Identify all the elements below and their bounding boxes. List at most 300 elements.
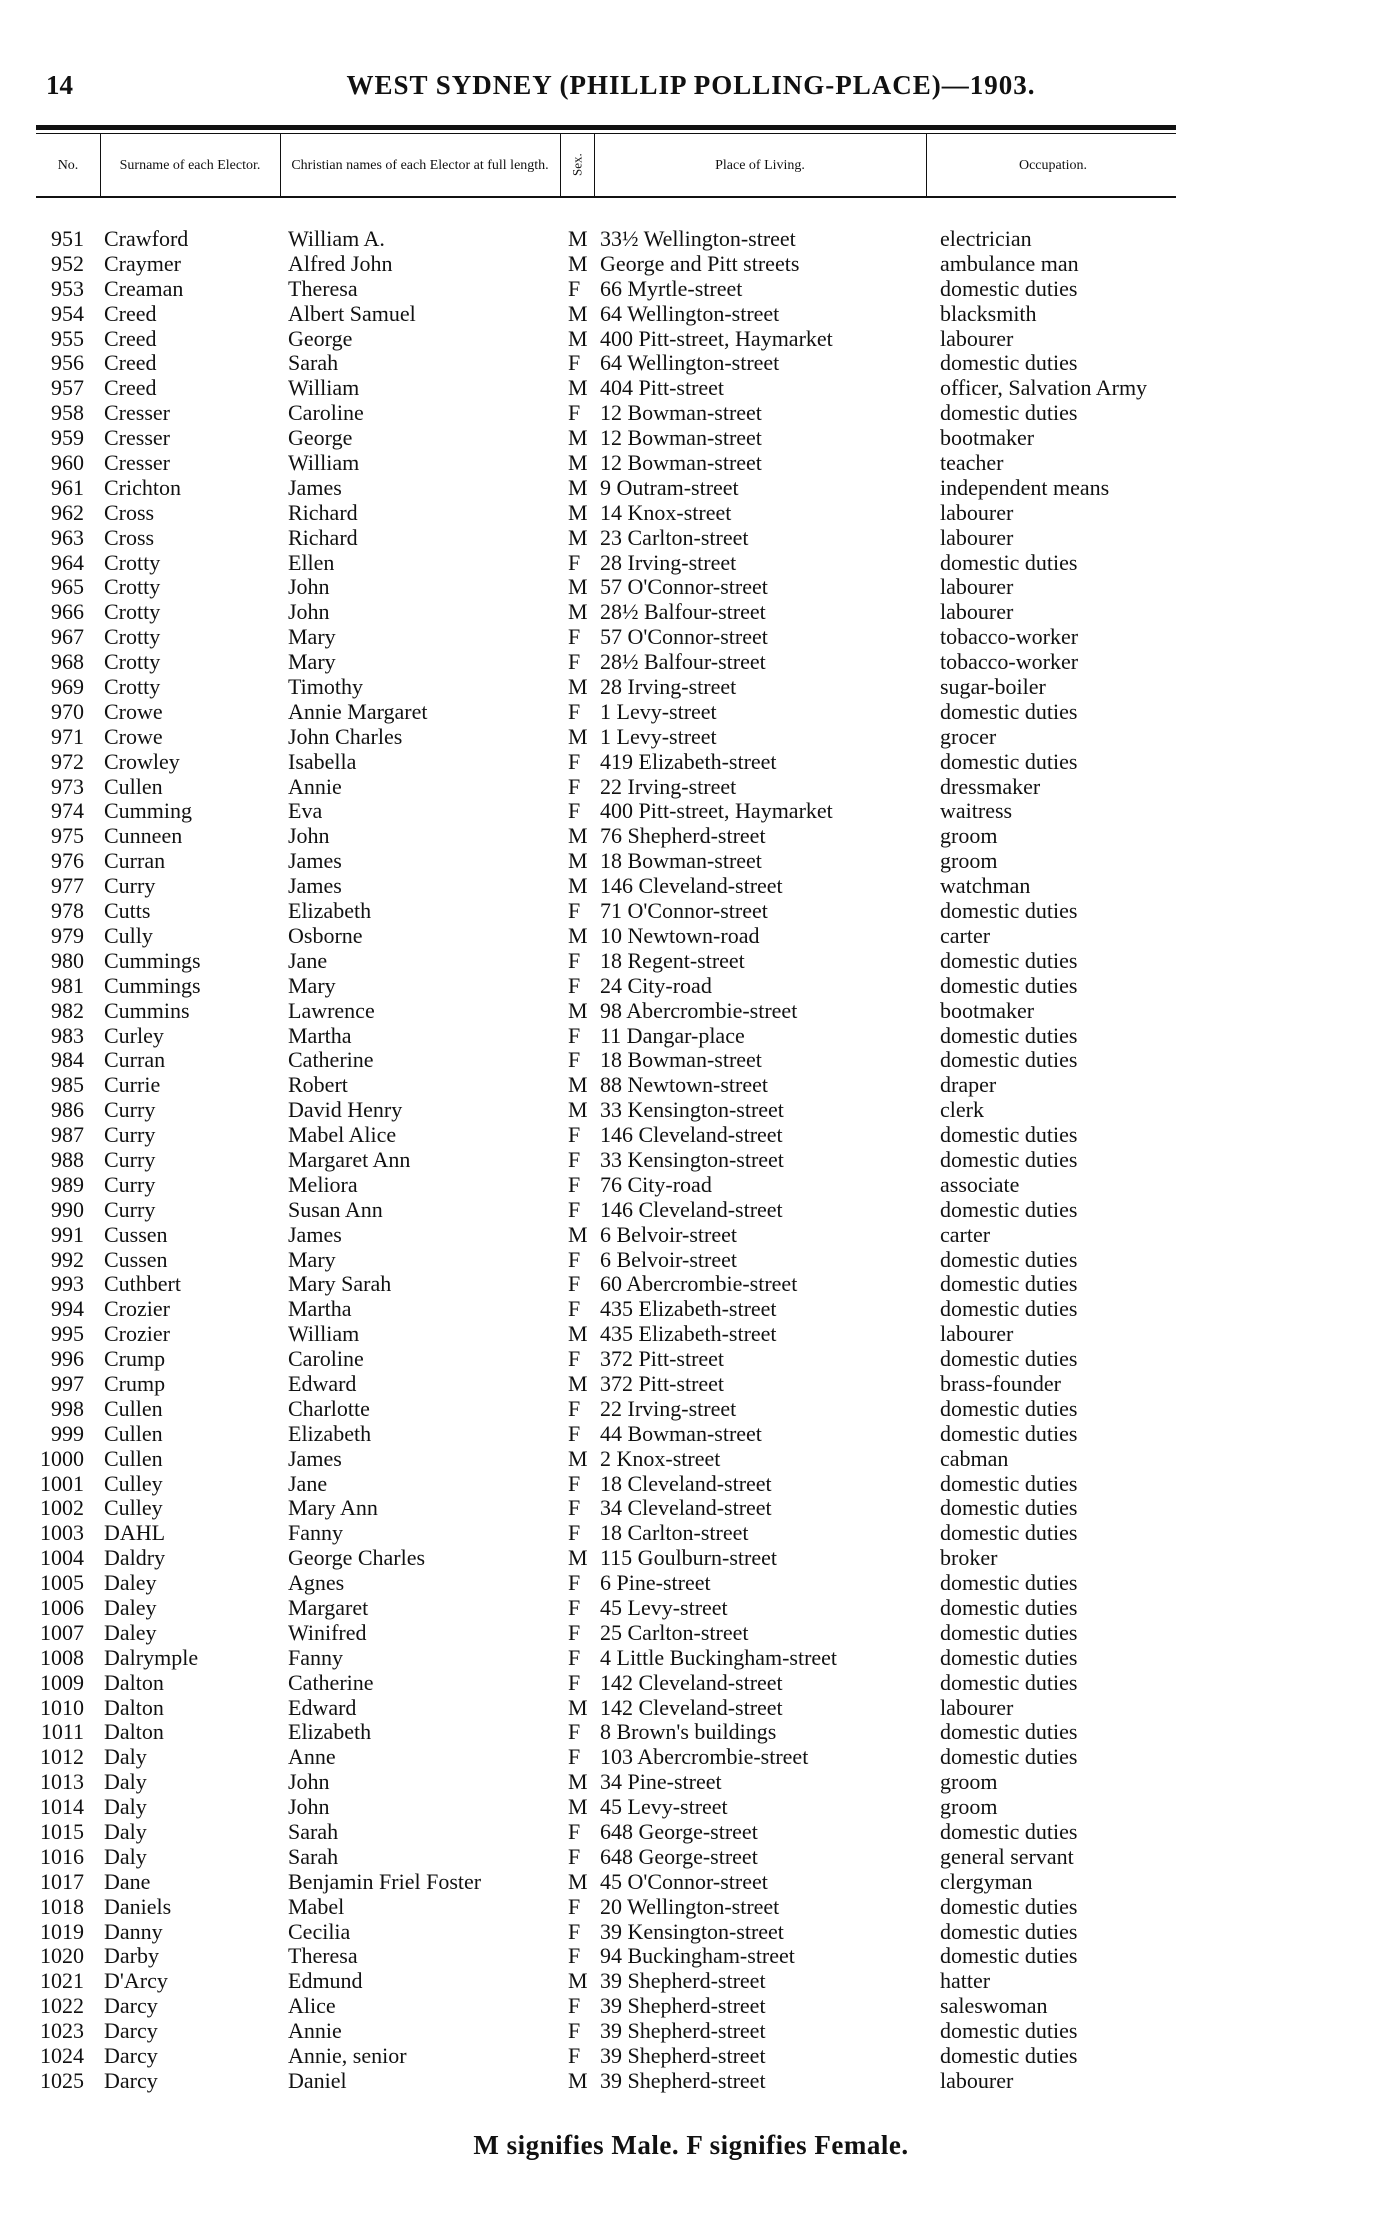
elector-number: 970 bbox=[51, 698, 84, 724]
elector-occupation: domestic duties bbox=[940, 400, 1078, 426]
elector-sex: F bbox=[568, 1495, 581, 1521]
elector-place-of-living: 66 Myrtle-street bbox=[600, 275, 743, 301]
elector-place-of-living: 648 George-street bbox=[600, 1819, 758, 1844]
table-row bbox=[0, 1571, 1382, 1596]
elector-surname: Cullen bbox=[104, 1445, 163, 1471]
elector-christian-names: Eva bbox=[288, 798, 323, 824]
elector-christian-names: James bbox=[288, 873, 342, 899]
elector-surname: Cummins bbox=[104, 997, 190, 1023]
elector-place-of-living: 18 Carlton-street bbox=[600, 1520, 749, 1546]
elector-christian-names: John Charles bbox=[288, 723, 403, 749]
elector-surname: Cussen bbox=[104, 1246, 168, 1272]
elector-sex: F bbox=[568, 1171, 581, 1197]
elector-christian-names: John bbox=[288, 1794, 330, 1820]
elector-occupation: tobacco-worker bbox=[940, 624, 1079, 650]
table-row bbox=[0, 949, 1382, 974]
elector-occupation: domestic duties bbox=[940, 1619, 1078, 1645]
elector-occupation: domestic duties bbox=[940, 1495, 1078, 1521]
elector-sex: F bbox=[568, 1669, 581, 1695]
elector-sex: F bbox=[568, 1395, 581, 1421]
table-row bbox=[0, 1223, 1382, 1248]
elector-surname: Cresser bbox=[104, 425, 170, 451]
elector-place-of-living: 20 Wellington-street bbox=[600, 1893, 780, 1919]
elector-place-of-living: 28½ Balfour-street bbox=[600, 649, 766, 675]
elector-sex: M bbox=[568, 2067, 588, 2093]
elector-occupation: domestic duties bbox=[940, 2018, 1078, 2044]
elector-number: 959 bbox=[51, 425, 84, 451]
elector-christian-names: Mary bbox=[288, 624, 336, 650]
elector-occupation: electrician bbox=[940, 226, 1032, 251]
elector-christian-names: Mary Ann bbox=[288, 1495, 378, 1521]
elector-place-of-living: 6 Belvoir-street bbox=[600, 1246, 738, 1272]
elector-christian-names: Daniel bbox=[288, 2067, 347, 2093]
elector-christian-names: James bbox=[288, 1445, 342, 1471]
elector-number: 992 bbox=[51, 1246, 84, 1272]
elector-number: 961 bbox=[51, 474, 84, 500]
elector-place-of-living: 64 Wellington-street bbox=[600, 350, 780, 376]
elector-surname: Cullen bbox=[104, 1420, 163, 1446]
elector-occupation: brass-founder bbox=[940, 1370, 1061, 1396]
elector-sex: F bbox=[568, 2043, 581, 2069]
elector-place-of-living: 39 Shepherd-street bbox=[600, 1968, 766, 1994]
elector-sex: M bbox=[568, 599, 588, 625]
table-row bbox=[0, 1098, 1382, 1123]
elector-place-of-living: 10 Newtown-road bbox=[600, 922, 760, 948]
elector-sex: M bbox=[568, 499, 588, 525]
elector-christian-names: Mabel bbox=[288, 1893, 345, 1919]
elector-occupation: bootmaker bbox=[940, 997, 1035, 1023]
header-rule-thin bbox=[36, 133, 1176, 134]
elector-occupation: draper bbox=[940, 1072, 997, 1098]
elector-sex: F bbox=[568, 1993, 581, 2019]
elector-number: 1006 bbox=[40, 1594, 84, 1620]
elector-occupation: domestic duties bbox=[940, 1644, 1078, 1670]
electors-list bbox=[0, 227, 1382, 2094]
elector-place-of-living: 404 Pitt-street bbox=[600, 375, 725, 401]
elector-surname: Cresser bbox=[104, 450, 170, 476]
table-row bbox=[0, 1372, 1382, 1397]
elector-surname: Dalton bbox=[104, 1669, 164, 1695]
table-row bbox=[0, 675, 1382, 700]
table-row bbox=[0, 1720, 1382, 1745]
elector-surname: Daly bbox=[104, 1819, 147, 1844]
elector-occupation: domestic duties bbox=[940, 1918, 1078, 1944]
elector-occupation: carter bbox=[940, 1221, 991, 1247]
elector-surname: Daley bbox=[104, 1570, 157, 1596]
elector-christian-names: Annie Margaret bbox=[288, 698, 428, 724]
table-row bbox=[0, 924, 1382, 949]
elector-place-of-living: 44 Bowman-street bbox=[600, 1420, 762, 1446]
table-row bbox=[0, 899, 1382, 924]
table-row bbox=[0, 1944, 1382, 1969]
elector-place-of-living: 103 Abercrombie-street bbox=[600, 1744, 809, 1770]
elector-occupation: domestic duties bbox=[940, 1470, 1078, 1496]
elector-sex: F bbox=[568, 1470, 581, 1496]
elector-christian-names: James bbox=[288, 848, 342, 874]
table-row bbox=[0, 1521, 1382, 1546]
elector-occupation: ambulance man bbox=[940, 250, 1079, 276]
table-row bbox=[0, 1621, 1382, 1646]
elector-occupation: clerk bbox=[940, 1097, 984, 1123]
table-row bbox=[0, 277, 1382, 302]
column-divider bbox=[280, 134, 281, 196]
elector-place-of-living: 33½ Wellington-street bbox=[600, 226, 796, 251]
elector-sex: F bbox=[568, 1047, 581, 1073]
elector-sex: M bbox=[568, 1769, 588, 1795]
elector-surname: Cullen bbox=[104, 1395, 163, 1421]
elector-sex: M bbox=[568, 524, 588, 550]
elector-occupation: officer, Salvation Army bbox=[940, 375, 1148, 401]
elector-number: 1003 bbox=[40, 1520, 84, 1546]
table-row bbox=[0, 750, 1382, 775]
elector-christian-names: Sarah bbox=[288, 1843, 339, 1869]
table-row bbox=[0, 476, 1382, 501]
table-row bbox=[0, 426, 1382, 451]
elector-surname: Cullen bbox=[104, 773, 163, 799]
elector-occupation: domestic duties bbox=[940, 1047, 1078, 1073]
header-rule-thick bbox=[36, 125, 1176, 130]
table-row bbox=[0, 1920, 1382, 1945]
elector-surname: Crotty bbox=[104, 674, 161, 700]
elector-surname: Daley bbox=[104, 1619, 157, 1645]
elector-place-of-living: 24 City-road bbox=[600, 972, 712, 998]
elector-surname: Dalton bbox=[104, 1694, 164, 1720]
table-row bbox=[0, 401, 1382, 426]
elector-surname: Crump bbox=[104, 1370, 166, 1396]
elector-sex: M bbox=[568, 1221, 588, 1247]
elector-number: 1013 bbox=[40, 1769, 84, 1795]
elector-occupation: domestic duties bbox=[940, 748, 1078, 774]
elector-christian-names: Benjamin Friel Foster bbox=[288, 1868, 482, 1894]
footer-legend: M signifies Male. F signifies Female. bbox=[473, 2130, 909, 2160]
elector-christian-names: John bbox=[288, 823, 330, 849]
table-row bbox=[0, 1546, 1382, 1571]
elector-surname: Curran bbox=[104, 848, 166, 874]
elector-surname: Daldry bbox=[104, 1545, 166, 1571]
elector-christian-names: William bbox=[288, 375, 360, 401]
elector-christian-names: Theresa bbox=[288, 1943, 358, 1969]
elector-surname: Curran bbox=[104, 1047, 166, 1073]
elector-surname: Creed bbox=[104, 375, 157, 401]
elector-sex: M bbox=[568, 1445, 588, 1471]
elector-occupation: groom bbox=[940, 1794, 998, 1820]
elector-place-of-living: 76 Shepherd-street bbox=[600, 823, 766, 849]
elector-place-of-living: 435 Elizabeth-street bbox=[600, 1321, 777, 1347]
elector-number: 1012 bbox=[40, 1744, 84, 1770]
elector-number: 1010 bbox=[40, 1694, 84, 1720]
elector-occupation: blacksmith bbox=[940, 300, 1037, 326]
elector-number: 960 bbox=[51, 450, 84, 476]
elector-christian-names: Mary Sarah bbox=[288, 1271, 392, 1297]
elector-occupation: groom bbox=[940, 823, 998, 849]
elector-sex: M bbox=[568, 226, 588, 251]
elector-surname: Crawford bbox=[104, 226, 189, 251]
elector-christian-names: Anne bbox=[288, 1744, 336, 1770]
elector-number: 1017 bbox=[40, 1868, 84, 1894]
table-row bbox=[0, 526, 1382, 551]
table-row bbox=[0, 1870, 1382, 1895]
elector-number: 1000 bbox=[40, 1445, 84, 1471]
elector-occupation: domestic duties bbox=[940, 275, 1078, 301]
table-row bbox=[0, 1048, 1382, 1073]
elector-place-of-living: 45 Levy-street bbox=[600, 1594, 728, 1620]
column-divider bbox=[100, 134, 101, 196]
table-row bbox=[0, 999, 1382, 1024]
elector-place-of-living: 45 Levy-street bbox=[600, 1794, 728, 1820]
elector-occupation: domestic duties bbox=[940, 1346, 1078, 1372]
elector-sex: F bbox=[568, 350, 581, 376]
table-row bbox=[0, 799, 1382, 824]
elector-occupation: independent means bbox=[940, 474, 1110, 500]
elector-number: 1022 bbox=[40, 1993, 84, 2019]
table-row bbox=[0, 227, 1382, 252]
elector-occupation: cabman bbox=[940, 1445, 1009, 1471]
elector-place-of-living: 76 City-road bbox=[600, 1171, 712, 1197]
elector-number: 1019 bbox=[40, 1918, 84, 1944]
elector-place-of-living: 372 Pitt-street bbox=[600, 1346, 725, 1372]
elector-number: 1023 bbox=[40, 2018, 84, 2044]
table-row bbox=[0, 1347, 1382, 1372]
elector-christian-names: Annie bbox=[288, 773, 342, 799]
elector-occupation: domestic duties bbox=[940, 1146, 1078, 1172]
elector-christian-names: Jane bbox=[288, 947, 328, 973]
elector-surname: Creed bbox=[104, 325, 157, 351]
elector-christian-names: Isabella bbox=[288, 748, 357, 774]
elector-place-of-living: 64 Wellington-street bbox=[600, 300, 780, 326]
elector-place-of-living: 94 Buckingham-street bbox=[600, 1943, 795, 1969]
elector-surname: Curry bbox=[104, 873, 156, 899]
elector-occupation: domestic duties bbox=[940, 1196, 1078, 1222]
elector-sex: F bbox=[568, 1122, 581, 1148]
elector-occupation: labourer bbox=[940, 574, 1014, 600]
elector-occupation: dressmaker bbox=[940, 773, 1041, 799]
elector-christian-names: Richard bbox=[288, 499, 358, 525]
elector-surname: Darcy bbox=[104, 1993, 158, 2019]
elector-christian-names: John bbox=[288, 599, 330, 625]
elector-place-of-living: 28 Irving-street bbox=[600, 674, 737, 700]
elector-occupation: domestic duties bbox=[940, 947, 1078, 973]
table-row bbox=[0, 501, 1382, 526]
elector-christian-names: Fanny bbox=[288, 1644, 343, 1670]
elector-number: 954 bbox=[51, 300, 84, 326]
elector-place-of-living: 12 Bowman-street bbox=[600, 450, 762, 476]
elector-place-of-living: 22 Irving-street bbox=[600, 773, 737, 799]
elector-christian-names: Ellen bbox=[288, 549, 335, 575]
table-row bbox=[0, 1646, 1382, 1671]
elector-christian-names: Catherine bbox=[288, 1669, 374, 1695]
elector-surname: Dane bbox=[104, 1868, 151, 1894]
elector-christian-names: Edward bbox=[288, 1694, 357, 1720]
elector-number: 989 bbox=[51, 1171, 84, 1197]
elector-christian-names: Edward bbox=[288, 1370, 357, 1396]
column-header-place-of-living: Place of Living. bbox=[715, 157, 805, 173]
elector-number: 962 bbox=[51, 499, 84, 525]
column-divider bbox=[926, 134, 927, 196]
elector-surname: Crotty bbox=[104, 574, 161, 600]
elector-number: 1025 bbox=[40, 2067, 84, 2093]
table-row bbox=[0, 302, 1382, 327]
elector-occupation: labourer bbox=[940, 524, 1014, 550]
elector-place-of-living: 28½ Balfour-street bbox=[600, 599, 766, 625]
elector-christian-names: Caroline bbox=[288, 400, 364, 426]
elector-sex: F bbox=[568, 698, 581, 724]
elector-number: 953 bbox=[51, 275, 84, 301]
elector-sex: F bbox=[568, 1022, 581, 1048]
elector-place-of-living: 146 Cleveland-street bbox=[600, 873, 783, 899]
elector-christian-names: Margaret bbox=[288, 1594, 369, 1620]
elector-christian-names: Osborne bbox=[288, 922, 363, 948]
elector-number: 990 bbox=[51, 1196, 84, 1222]
elector-sex: F bbox=[568, 1893, 581, 1919]
table-row bbox=[0, 1272, 1382, 1297]
elector-surname: Cummings bbox=[104, 947, 201, 973]
elector-surname: Cumming bbox=[104, 798, 193, 824]
elector-occupation: labourer bbox=[940, 1694, 1014, 1720]
elector-place-of-living: 33 Kensington-street bbox=[600, 1097, 784, 1123]
elector-sex: F bbox=[568, 1594, 581, 1620]
elector-surname: Curry bbox=[104, 1146, 156, 1172]
elector-christian-names: Catherine bbox=[288, 1047, 374, 1073]
elector-sex: F bbox=[568, 798, 581, 824]
table-row bbox=[0, 1024, 1382, 1049]
elector-surname: Daniels bbox=[104, 1893, 172, 1919]
elector-number: 978 bbox=[51, 898, 84, 924]
elector-sex: M bbox=[568, 574, 588, 600]
elector-place-of-living: 400 Pitt-street, Haymarket bbox=[600, 325, 833, 351]
elector-number: 952 bbox=[51, 250, 84, 276]
elector-number: 1015 bbox=[40, 1819, 84, 1844]
elector-occupation: sugar-boiler bbox=[940, 674, 1046, 700]
elector-surname: DAHL bbox=[104, 1520, 166, 1546]
column-header-christian-names: Christian names of each Elector at full length. bbox=[291, 157, 549, 173]
elector-place-of-living: 12 Bowman-street bbox=[600, 400, 762, 426]
elector-sex: F bbox=[568, 1520, 581, 1546]
elector-christian-names: Mary bbox=[288, 972, 336, 998]
table-row bbox=[0, 1248, 1382, 1273]
elector-surname: Daley bbox=[104, 1594, 157, 1620]
elector-sex: M bbox=[568, 450, 588, 476]
elector-surname: Cross bbox=[104, 524, 155, 550]
page-title: WEST SYDNEY (PHILLIP POLLING-PLACE)—1903. bbox=[346, 70, 1036, 100]
elector-surname: Crozier bbox=[104, 1296, 170, 1322]
elector-sex: F bbox=[568, 549, 581, 575]
elector-sex: M bbox=[568, 474, 588, 500]
table-row bbox=[0, 1123, 1382, 1148]
elector-sex: F bbox=[568, 1619, 581, 1645]
elector-place-of-living: 18 Bowman-street bbox=[600, 848, 762, 874]
elector-surname: Crotty bbox=[104, 549, 161, 575]
elector-sex: F bbox=[568, 400, 581, 426]
elector-number: 982 bbox=[51, 997, 84, 1023]
elector-occupation: broker bbox=[940, 1545, 998, 1571]
elector-sex: F bbox=[568, 1918, 581, 1944]
elector-occupation: waitress bbox=[940, 798, 1013, 824]
elector-place-of-living: 18 Regent-street bbox=[600, 947, 745, 973]
elector-surname: Curley bbox=[104, 1022, 164, 1048]
elector-surname: Creaman bbox=[104, 275, 184, 301]
elector-christian-names: Mabel Alice bbox=[288, 1122, 397, 1148]
elector-number: 967 bbox=[51, 624, 84, 650]
elector-occupation: domestic duties bbox=[940, 1570, 1078, 1596]
elector-sex: M bbox=[568, 300, 588, 326]
elector-number: 973 bbox=[51, 773, 84, 799]
elector-sex: M bbox=[568, 250, 588, 276]
elector-christian-names: William bbox=[288, 1321, 360, 1347]
elector-number: 963 bbox=[51, 524, 84, 550]
elector-number: 955 bbox=[51, 325, 84, 351]
elector-number: 976 bbox=[51, 848, 84, 874]
elector-sex: F bbox=[568, 1346, 581, 1372]
elector-place-of-living: 11 Dangar-place bbox=[600, 1022, 745, 1048]
elector-christian-names: Charlotte bbox=[288, 1395, 370, 1421]
elector-sex: F bbox=[568, 947, 581, 973]
elector-surname: Curry bbox=[104, 1122, 156, 1148]
elector-surname: Crump bbox=[104, 1346, 166, 1372]
elector-number: 999 bbox=[51, 1420, 84, 1446]
elector-number: 1020 bbox=[40, 1943, 84, 1969]
elector-place-of-living: 33 Kensington-street bbox=[600, 1146, 784, 1172]
elector-number: 979 bbox=[51, 922, 84, 948]
elector-christian-names: Fanny bbox=[288, 1520, 343, 1546]
elector-christian-names: Agnes bbox=[288, 1570, 345, 1596]
elector-occupation: tobacco-worker bbox=[940, 649, 1079, 675]
elector-sex: F bbox=[568, 1296, 581, 1322]
table-row bbox=[0, 1148, 1382, 1173]
elector-occupation: associate bbox=[940, 1171, 1020, 1197]
elector-number: 985 bbox=[51, 1072, 84, 1098]
elector-number: 977 bbox=[51, 873, 84, 899]
elector-sex: F bbox=[568, 748, 581, 774]
elector-surname: Daly bbox=[104, 1794, 147, 1820]
elector-sex: M bbox=[568, 1545, 588, 1571]
elector-surname: Craymer bbox=[104, 250, 181, 276]
elector-christian-names: Sarah bbox=[288, 1819, 339, 1844]
elector-number: 1001 bbox=[40, 1470, 84, 1496]
elector-place-of-living: 22 Irving-street bbox=[600, 1395, 737, 1421]
elector-place-of-living: 648 George-street bbox=[600, 1843, 758, 1869]
table-row bbox=[0, 1696, 1382, 1721]
elector-number: 1004 bbox=[40, 1545, 84, 1571]
elector-place-of-living: 372 Pitt-street bbox=[600, 1370, 725, 1396]
elector-number: 995 bbox=[51, 1321, 84, 1347]
elector-surname: Crowe bbox=[104, 723, 163, 749]
elector-place-of-living: 28 Irving-street bbox=[600, 549, 737, 575]
elector-surname: Culley bbox=[104, 1495, 163, 1521]
elector-occupation: labourer bbox=[940, 325, 1014, 351]
table-row bbox=[0, 1472, 1382, 1497]
table-row bbox=[0, 1671, 1382, 1696]
elector-sex: F bbox=[568, 1146, 581, 1172]
elector-christian-names: George bbox=[288, 325, 353, 351]
elector-place-of-living: 39 Shepherd-street bbox=[600, 2067, 766, 2093]
elector-christian-names: Meliora bbox=[288, 1171, 358, 1197]
elector-christian-names: Edmund bbox=[288, 1968, 363, 1994]
table-row bbox=[0, 1795, 1382, 1820]
table-row bbox=[0, 725, 1382, 750]
elector-sex: M bbox=[568, 997, 588, 1023]
elector-place-of-living: 39 Shepherd-street bbox=[600, 2043, 766, 2069]
table-row bbox=[0, 252, 1382, 277]
elector-christian-names: Susan Ann bbox=[288, 1196, 383, 1222]
elector-sex: M bbox=[568, 1370, 588, 1396]
column-divider bbox=[560, 134, 561, 196]
column-header-no: No. bbox=[57, 157, 79, 173]
table-row bbox=[0, 625, 1382, 650]
elector-number: 987 bbox=[51, 1122, 84, 1148]
elector-place-of-living: 39 Shepherd-street bbox=[600, 2018, 766, 2044]
elector-number: 993 bbox=[51, 1271, 84, 1297]
elector-place-of-living: 88 Newtown-street bbox=[600, 1072, 769, 1098]
